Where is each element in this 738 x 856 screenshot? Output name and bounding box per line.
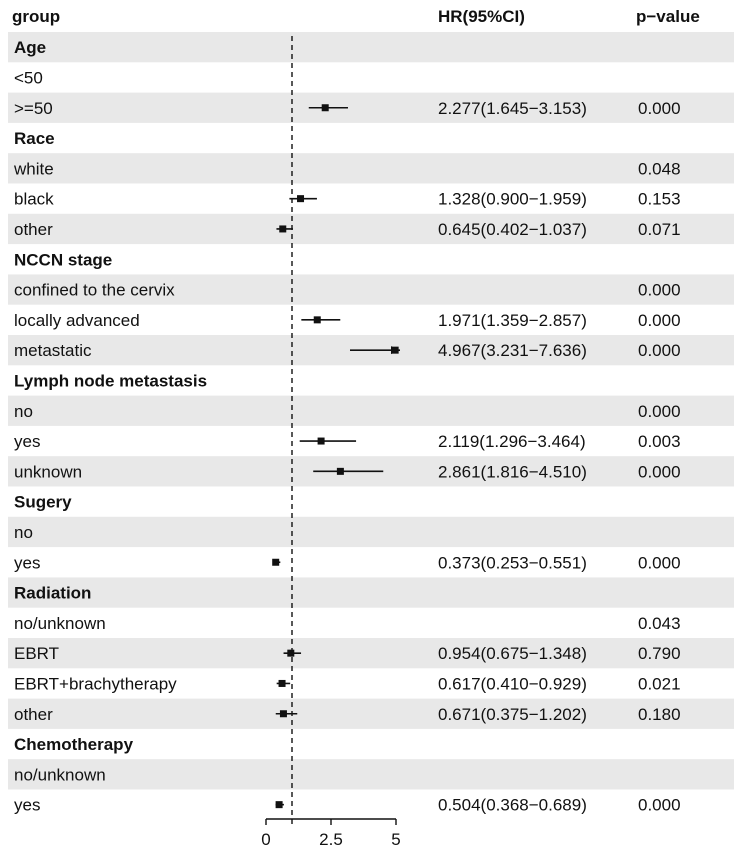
hr-point — [272, 559, 279, 566]
row-label: no/unknown — [14, 613, 106, 633]
p-value: 0.071 — [638, 219, 681, 239]
row-band — [8, 638, 734, 668]
hr-ci-value: 2.119(1.296−3.464) — [438, 432, 586, 452]
p-value: 0.000 — [638, 795, 681, 815]
row-label: confined to the cervix — [14, 280, 175, 300]
row-band — [8, 32, 734, 62]
row-band — [8, 517, 734, 547]
hr-point — [337, 468, 344, 475]
hr-ci-value: 0.373(0.253−0.551) — [438, 553, 587, 573]
hr-header: HR(95%CI) — [438, 7, 525, 26]
p-value: 0.003 — [638, 432, 681, 452]
row-label: yes — [14, 795, 41, 815]
p-value: 0.153 — [638, 189, 681, 209]
p-value: 0.180 — [638, 704, 681, 724]
p-value: 0.000 — [638, 462, 681, 482]
column-headers — [12, 7, 700, 26]
x-tick-label: 0 — [261, 830, 271, 849]
row-band — [8, 759, 734, 789]
row-label: <50 — [14, 68, 43, 88]
hr-ci-value: 2.277(1.645−3.153) — [438, 98, 587, 118]
hr-ci-value: 4.967(3.231−7.636) — [438, 341, 587, 361]
row-label: no — [14, 401, 33, 421]
hr-point — [287, 650, 294, 657]
row-label: locally advanced — [14, 310, 140, 330]
hr-point — [314, 316, 321, 323]
hr-ci-value: 1.971(1.359−2.857) — [438, 310, 587, 330]
row-label: unknown — [14, 462, 83, 482]
row-label: EBRT+brachytherapy — [14, 674, 177, 694]
row-label: white — [14, 159, 54, 179]
p-value: 0.048 — [638, 159, 681, 179]
group-heading: Chemotherapy — [14, 735, 134, 755]
p-value-header: p−value — [636, 7, 700, 26]
hr-point — [279, 680, 286, 687]
hr-point — [322, 104, 329, 111]
hr-point — [297, 195, 304, 202]
p-value: 0.000 — [638, 341, 681, 361]
x-tick-label: 2.5 — [319, 830, 343, 849]
hr-point — [276, 801, 283, 808]
row-label: other — [14, 219, 53, 239]
hr-ci-value: 0.954(0.675−1.348) — [438, 644, 587, 664]
group-heading: Radiation — [14, 583, 92, 603]
hr-ci-value: 0.645(0.402−1.037) — [438, 219, 587, 239]
hr-ci-value: 2.861(1.816−4.510) — [438, 462, 587, 482]
p-value: 0.000 — [638, 401, 681, 421]
row-label: no/unknown — [14, 765, 106, 785]
row-label: other — [14, 704, 53, 724]
p-value: 0.790 — [638, 644, 681, 664]
x-tick-label: 5 — [391, 830, 401, 849]
row-label: EBRT — [14, 644, 60, 664]
row-label: yes — [14, 553, 41, 573]
hr-ci-value: 0.617(0.410−0.929) — [438, 674, 587, 694]
group-heading: Age — [14, 38, 47, 58]
hr-ci-value: 0.671(0.375−1.202) — [438, 704, 587, 724]
hr-ci-value: 1.328(0.900−1.959) — [438, 189, 587, 209]
x-axis — [261, 819, 400, 849]
row-label: no — [14, 522, 33, 542]
group-heading: Sugery — [14, 492, 72, 512]
p-value: 0.000 — [638, 310, 681, 330]
group-heading: Race — [14, 129, 55, 149]
hr-ci-value: 0.504(0.368−0.689) — [438, 795, 587, 815]
hr-point — [280, 710, 287, 717]
row-band — [8, 577, 734, 607]
row-label: black — [14, 189, 54, 209]
row-label: metastatic — [14, 341, 92, 361]
group-heading: Lymph node metastasis — [14, 371, 208, 391]
group-header: group — [12, 7, 61, 26]
p-value: 0.000 — [638, 280, 681, 300]
row-band — [8, 396, 734, 426]
row-band — [8, 93, 734, 123]
p-value: 0.000 — [638, 553, 681, 573]
hr-point — [392, 347, 399, 354]
row-band — [8, 214, 734, 244]
row-band — [8, 699, 734, 729]
hr-point — [318, 438, 325, 445]
row-label: >=50 — [14, 98, 53, 118]
p-value: 0.043 — [638, 613, 681, 633]
p-value: 0.021 — [638, 674, 681, 694]
hr-point — [279, 225, 286, 232]
row-band — [8, 153, 734, 183]
group-heading: NCCN stage — [14, 250, 113, 270]
row-label: yes — [14, 432, 41, 452]
p-value: 0.000 — [638, 98, 681, 118]
